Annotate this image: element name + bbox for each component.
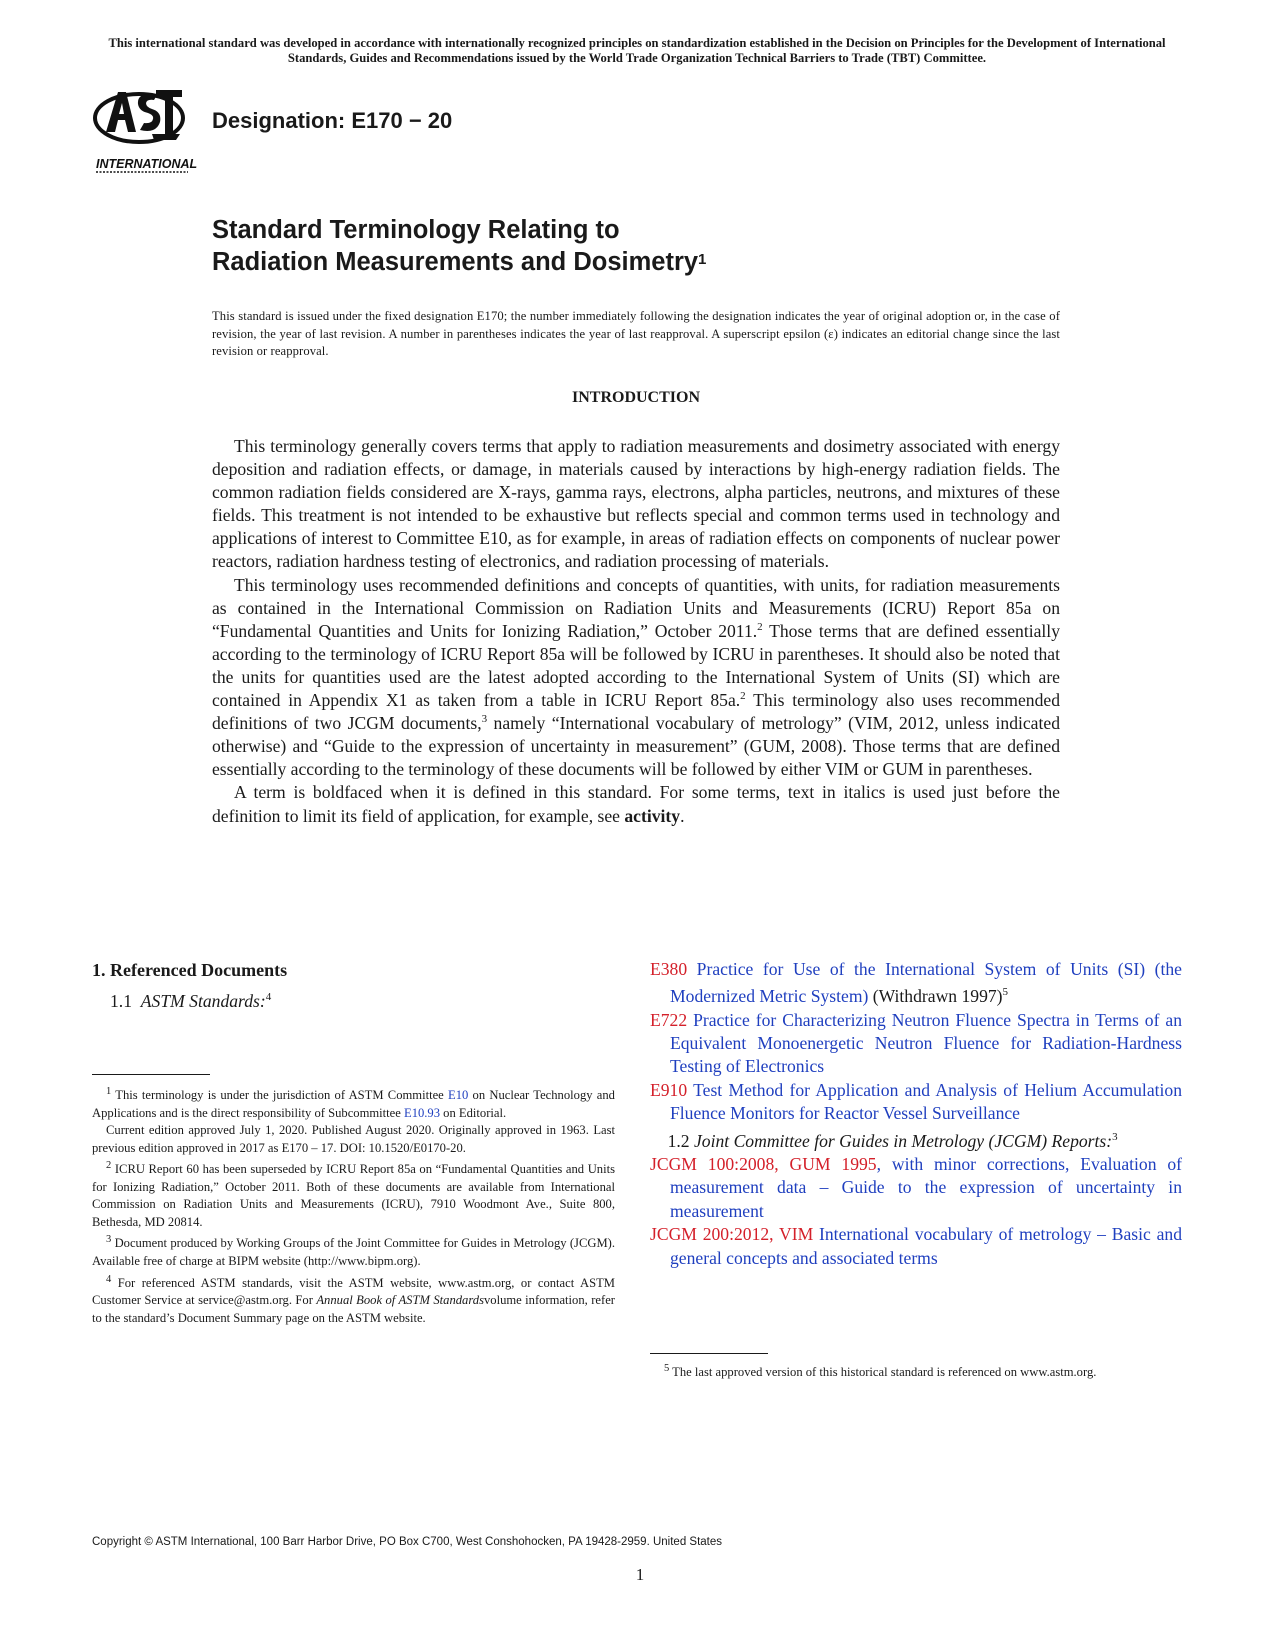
subcommittee-e10-93-link[interactable]: E10.93 <box>404 1105 441 1120</box>
subsection-1-2 <box>650 1126 1182 1153</box>
intro-p3-a: A term is boldfaced when it is defined in this standard. For some terms, text in italics is used just before the definition to limit its field of application, for example, see <box>212 782 1060 826</box>
intro-p3-end: . <box>680 805 685 826</box>
subsection-title: Joint Committee for Guides in Metrology (JCGM) Reports: <box>694 1130 1113 1151</box>
footnote-3 <box>92 1231 615 1270</box>
reference-title[interactable]: International vocabulary of metrology – Basic and general concepts and associated terms <box>670 1224 1183 1268</box>
term-activity: activity <box>624 805 681 826</box>
committee-e10-link[interactable]: E10 <box>448 1088 469 1103</box>
title-line-1: Standard Terminology Relating to <box>212 216 620 244</box>
footnote-ref: 5 <box>1002 986 1009 999</box>
footnote-1 <box>92 1083 615 1122</box>
footnote-divider <box>650 1353 768 1354</box>
reference-e722[interactable] <box>650 1009 1182 1079</box>
copyright-line: Copyright © ASTM International, 100 Barr Harbor Drive, PO Box C700, West Conshohocken, PA 19428-2959. United States <box>92 1536 723 1548</box>
introduction-heading: INTRODUCTION <box>571 389 700 406</box>
footnote-ref: 4 <box>265 991 272 1004</box>
footnote-ref: 2 <box>757 620 763 633</box>
footnote-text: on Editorial. <box>440 1105 507 1120</box>
reference-title[interactable]: Practice for Characterizing Neutron Fluence Spectra in Terms of an Equivalent Monoenergetic Neutron Fluence for Radiation-Hardness Testing of Electronics <box>670 1009 1182 1077</box>
footnote-4 <box>92 1271 615 1328</box>
footnote-text: This terminology is under the jurisdiction of ASTM Committee <box>111 1088 449 1103</box>
left-column <box>92 960 620 1012</box>
edition-note: Current edition approved July 1, 2020. Published August 2020. Originally approved in 1963. Last previous edition approved in 2017 as E170 – 17. DOI: 10.1520/E0170-20. <box>92 1123 615 1155</box>
title-line-2-text: Radiation Measurements and Dosimetry <box>212 248 699 276</box>
footnote-mark: 2 <box>106 1160 112 1172</box>
subsection-number: 1.1 <box>110 991 132 1011</box>
footnotes-right <box>650 1360 1182 1382</box>
astm-logo-icon <box>92 84 202 176</box>
footnote-ref: 3 <box>481 713 488 726</box>
intro-paragraph-2 <box>212 574 1060 782</box>
footnote-mark: 4 <box>106 1273 112 1285</box>
astm-logo <box>92 84 202 176</box>
reference-title[interactable]: , with minor corrections, Evaluation of measurement data – Guide to the expression of uncertainty in measurement <box>670 1153 1183 1221</box>
footnote-text: volume information, refer to the standard’s Document Summary page on the ASTM website. <box>92 1293 615 1325</box>
reference-withdrawn-note: (Withdrawn 1997) <box>868 986 1003 1007</box>
footnote-ref: 3 <box>1112 1130 1118 1143</box>
title-line-2 <box>212 246 706 278</box>
reference-e380[interactable] <box>650 958 1182 1009</box>
footnote-text: For referenced ASTM standards, visit the ASTM website, www.astm.org, or contact ASTM Customer Service at service@astm.org. For <box>92 1275 615 1308</box>
title-footnote-mark: 1 <box>698 251 707 268</box>
intro-p2-a: This terminology uses recommended definitions and concepts of quantities, with units, for radiation measurements as contained in the International Commission on Radiation Units and Measurements (ICRU) Report 85a on “Fundamental Quantities and Units for Ionizing Radiation,” October 2011. <box>212 574 1060 641</box>
footnote-ref: 2 <box>740 690 746 703</box>
right-column <box>650 958 1182 1270</box>
reference-code[interactable]: E910 <box>650 1079 688 1100</box>
subsection-title: ASTM Standards: <box>140 991 266 1011</box>
footnote-text: ICRU Report 60 has been superseded by ICRU Report 85a on “Fundamental Quantities and Units for Ionizing Radiation,” October 2011. Both of these documents are available from International Commission on Radiation Units and Measurements (ICRU), 7910 Woodmont Ave., Suite 800, Bethesda, MD 20814. <box>92 1162 615 1229</box>
subsection-1-1 <box>110 991 620 1012</box>
footnote-text: The last approved version of this historical standard is referenced on www.astm.org. <box>669 1365 1097 1380</box>
reference-code[interactable]: JCGM 200:2012, VIM <box>650 1224 814 1245</box>
footnote-5 <box>650 1360 1182 1382</box>
footnote-mark: 5 <box>664 1363 670 1374</box>
footnote-mark: 1 <box>106 1086 112 1097</box>
footnote-divider <box>92 1074 210 1075</box>
reference-title[interactable]: Test Method for Application and Analysis of Helium Accumulation Fluence Monitors for Reactor Vessel Surveillance <box>670 1079 1182 1124</box>
reference-title[interactable]: Practice for Use of the International System of Units (SI) (the Modernized Metric System) <box>670 959 1182 1007</box>
section-heading: 1. Referenced Documents <box>92 960 288 980</box>
footnote-text: on Nuclear Technology and Applications and is the direct responsibility of Subcommittee <box>92 1088 615 1120</box>
wto-notice: This international standard was developed in accordance with internationally recognized principles on standardization established in the Decision on Principles for the Development of International Standards, Guides and Recommendations issued by the World Trade Organization Technical Barriers to Trade (TBT) Committee. <box>108 36 1166 65</box>
page-number: 1 <box>635 1565 645 1584</box>
intro-p2-b: Those terms that are defined essentially according to the terminology of ICRU Report 85a will be followed by ICRU in parentheses. It should also be noted that the units for quantities used are the latest adopted according to the International System of Units (SI) which are contained in Appendix X1 as taken from a table in ICRU Report 85a. <box>212 620 1060 711</box>
logo-wordmark: INTERNATIONAL <box>96 157 198 171</box>
intro-paragraph-3 <box>212 781 1060 827</box>
footnote-italic: Annual Book of ASTM Standards <box>316 1293 484 1308</box>
document-title <box>212 214 706 278</box>
reference-code[interactable]: E722 <box>650 1009 688 1030</box>
reference-jcgm-200[interactable] <box>650 1223 1182 1270</box>
footnote-mark: 3 <box>106 1234 112 1246</box>
footnotes <box>92 1083 615 1327</box>
intro-p2-d: namely “International vocabulary of metrology” (VIM, 2012, unless indicated otherwise) and “Guide to the expression of uncertainty in measurement” (GUM, 2008). Those terms that are defined essentially according to the terminology of these documents will be followed by either VIM or GUM in parentheses. <box>212 713 1060 780</box>
reference-code[interactable]: E380 <box>650 959 688 979</box>
intro-p2-c: This terminology also uses recommended definitions of two JCGM documents, <box>212 690 1060 734</box>
reference-e910[interactable] <box>650 1079 1182 1126</box>
designation: Designation: E170 − 20 <box>212 108 453 133</box>
footnote-text: Document produced by Working Groups of the Joint Committee for Guides in Metrology (JCGM). Available free of charge at BIPM website (http://www.bipm.org). <box>92 1236 615 1269</box>
introduction-body <box>212 435 1060 828</box>
subsection-number: 1.2 <box>667 1130 690 1151</box>
reference-code[interactable]: JCGM 100:2008, GUM 1995 <box>650 1153 877 1174</box>
intro-paragraph-1: This terminology generally covers terms that apply to radiation measurements and dosimetry associated with energy deposition and radiation effects, or damage, in materials caused by interactions by high-energy radiation fields. The common radiation fields considered are X-rays, gamma rays, electrons, alpha particles, neutrons, and mixtures of these fields. This treatment is not intended to be exhaustive but reflects special and common terms used in technology and applications of interest to Committee E10, as for example, in areas of radiation effects on components of nuclear power reactors, radiation hardness testing of electronics, and radiation processing of materials. <box>212 436 1060 572</box>
footnote-2 <box>92 1157 615 1231</box>
issuance-statement: This standard is issued under the fixed designation E170; the number immediately following the designation indicates the year of original adoption or, in the case of revision, the year of last revision. A number in parentheses indicates the year of last reapproval. A superscript epsilon (ε) indicates an editorial change since the last revision or reapproval. <box>212 309 1060 358</box>
reference-jcgm-100[interactable] <box>650 1153 1182 1223</box>
